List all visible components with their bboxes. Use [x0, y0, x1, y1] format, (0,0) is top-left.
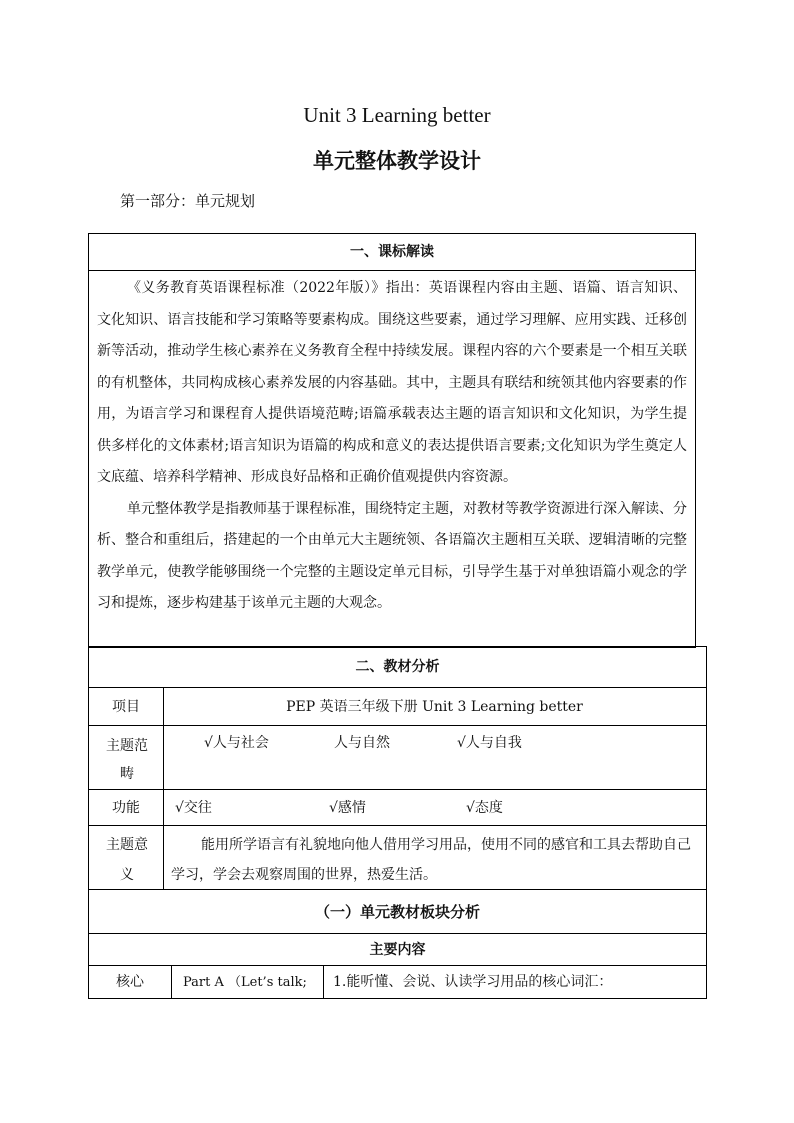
table-row	[89, 825, 706, 890]
row-label: 项目	[112, 699, 140, 715]
main-content-heading: 主要内容	[369, 942, 426, 958]
function-option-2: √感情	[329, 800, 366, 816]
row-value: PEP 英语三年级下册 Unit 3 Learning better	[286, 699, 583, 715]
row-label: 功能	[112, 800, 140, 816]
row-label: 主题意义	[106, 837, 148, 883]
table-row	[89, 789, 706, 826]
category-option-3: √人与自我	[457, 735, 522, 751]
function-option-1: √交往	[175, 800, 212, 816]
part-label: Part A （Let’s talk;	[183, 975, 307, 990]
table-row	[89, 725, 706, 790]
material-heading: 二、教材分析	[89, 647, 706, 688]
curriculum-box	[88, 233, 696, 648]
row-value: 能用所学语言有礼貌地向他人借用学习用品，使用不同的感官和工具去帮助自己学习，学会去观察周围的世界，热爱生活。	[171, 837, 691, 883]
title-cn: 单元整体教学设计	[313, 149, 481, 173]
category-option-2: 人与自然	[334, 735, 390, 751]
part-content: 1.能听懂、会说、认读学习用品的核心词汇：	[333, 974, 613, 990]
title-en: Unit 3 Learning better	[303, 103, 491, 127]
table-row	[89, 965, 706, 999]
category-option-1: √人与社会	[204, 735, 269, 751]
part-heading: 第一部分：单元规划	[120, 192, 256, 210]
sub-heading: （一）单元教材板块分析	[314, 903, 480, 921]
table-row	[89, 687, 706, 726]
row-label: 核心	[116, 974, 144, 990]
curriculum-paragraph-1: 《义务教育英语课程标准（2022年版）》指出：英语课程内容由主题、语篇、语言知识、文化知识、语言技能和学习策略等要素构成。围绕这些要素，通过学习理解、应用实践、迁移创新等活动，推动学生核心素养在义务教育全程中持续发展。课程内容的六个要素是一个相互关联的有机整体，共同构成核心素养发展的内容基础。其中，主题具有联结和统领其他内容要素的作用，为语言学习和课程育人提供语境范畴;语篇承载表达主题的语言知识和文化知识，为学生提供多样化的文体素材;语言知识为语篇的构成和意义的表达提供语言要素;文化知识为学生奠定人文底蕴、培养科学精神、形成良好品格和正确价值观提供内容资源。	[97, 280, 687, 485]
table-row	[89, 933, 706, 966]
function-option-3: √态度	[466, 800, 503, 816]
row-label: 主题范畴	[106, 738, 148, 782]
table-row	[89, 889, 706, 934]
material-analysis-table	[88, 646, 707, 999]
curriculum-paragraph-2: 单元整体教学是指教师基于课程标准，围绕特定主题，对教材等教学资源进行深入解读、分析、整合和重组后，搭建起的一个由单元大主题统领、各语篇次主题相互关联、逻辑清晰的完整教学单元，使教学能够围绕一个完整的主题设定单元目标，引导学生基于对单独语篇小观念的学习和提炼，逐步构建基于该单元主题的大观念。	[97, 500, 687, 611]
curriculum-heading: 一、课标解读	[89, 234, 695, 271]
